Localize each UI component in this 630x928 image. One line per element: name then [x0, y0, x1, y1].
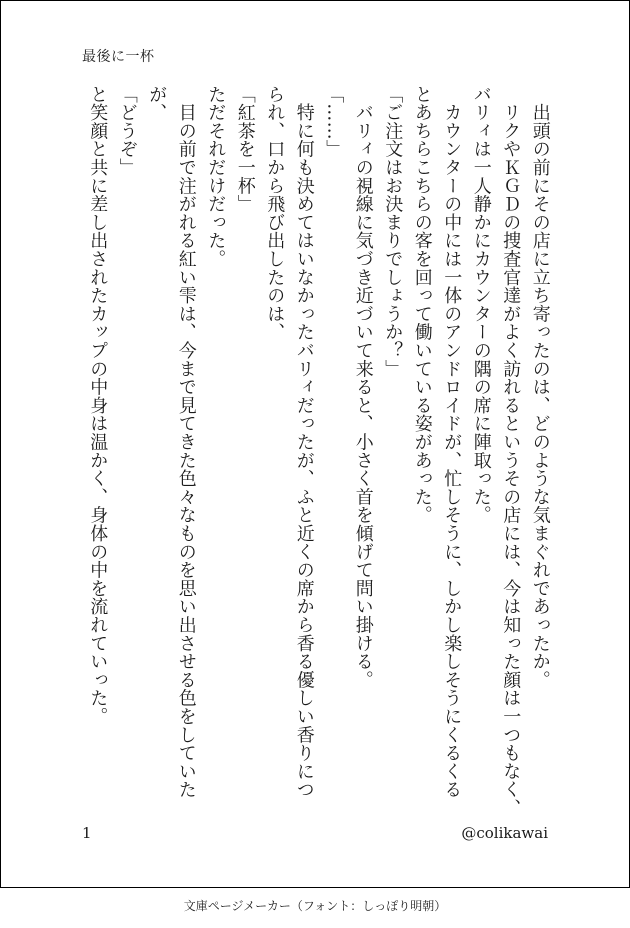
text-column: リクやＫＧＤの捜査官達がよく訪れるというその店には、今は知った顔は一つもなく、	[500, 85, 522, 817]
author-handle: @colikawai	[461, 824, 548, 842]
text-column: バリィは一人静かにカウンターの隅の席に陣取った。	[470, 85, 492, 525]
text-column: 「ご注文はお決まりでしょうか？」	[382, 85, 404, 378]
text-column: 「どうぞ」	[116, 85, 138, 177]
text-column: 目の前で注がれる紅い雫は、今まで見てきた色々なものを思い出させる色をしていた	[175, 85, 197, 799]
app-caption: 文庫ページメーカー（フォント：しっぽり明朝）	[183, 899, 447, 913]
text-column: カウンターの中には一体のアンドロイドが、忙しそうに、しかし楽しそうにくるくる	[441, 85, 463, 799]
page-number: 1	[82, 824, 92, 842]
text-column: が、	[146, 85, 168, 122]
text-column: と笑顔と共に差し出されたカップの中身は温かく、身体の中を流れていった。	[87, 85, 109, 726]
text-column: 特に何も決めてはいなかったバリィだったが、ふと近くの席から香る優しい香りにつ	[293, 85, 315, 799]
text-column: バリィの視線に気づき近づいて来ると、小さく首を傾げて問い掛ける。	[352, 85, 374, 689]
text-column: 「……」	[323, 85, 345, 159]
text-column: とあちらこちらの客を回って働いている姿があった。	[411, 85, 433, 525]
text-column: 出頭の前にその店に立ち寄ったのは、どのような気まぐれであったか。	[529, 85, 551, 689]
running-header-title: 最後に一杯	[82, 49, 155, 65]
text-column: られ、口から飛び出したのは、	[264, 85, 286, 342]
text-column: ただそれだけだった。	[205, 85, 227, 268]
text-column: 「紅茶を一杯」	[234, 85, 256, 214]
